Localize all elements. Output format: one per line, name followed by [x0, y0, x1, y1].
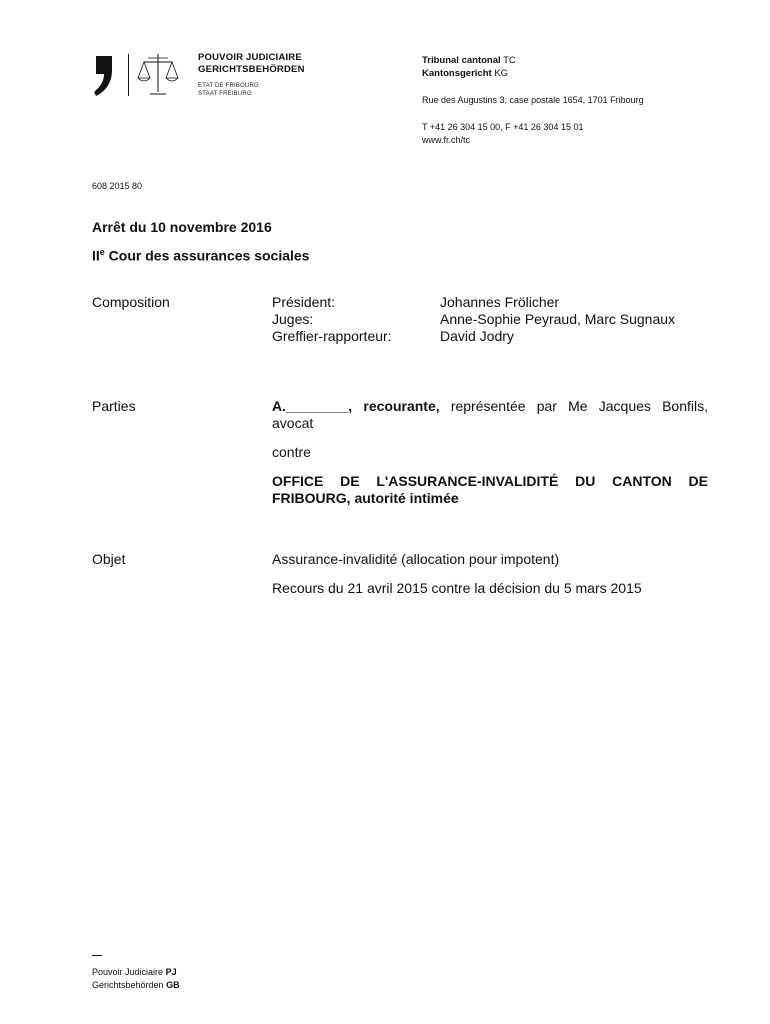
objet-label: Objet: [92, 551, 126, 567]
footer-pj-abbr: PJ: [165, 967, 177, 977]
appellant-name: A.________,: [272, 398, 353, 414]
tribunal-abbr: TC: [503, 55, 516, 66]
phone-fax: T +41 26 304 15 00, F +41 26 304 15 01: [422, 122, 584, 132]
composition-table: [272, 294, 675, 345]
objet-appeal: Recours du 21 avril 2015 contre la décision du 5 mars 2015: [272, 580, 642, 596]
parties-label: Parties: [92, 398, 136, 414]
footer-pj-text: Pouvoir Judiciaire: [92, 967, 164, 977]
objet-block: [272, 551, 642, 597]
org-title-line-1: POUVOIR JUDICIAIRE: [198, 52, 302, 63]
composition-label: Composition: [92, 294, 170, 310]
website-link[interactable]: www.fr.ch/tc: [422, 135, 471, 145]
appellant-role: recourante,: [363, 398, 440, 414]
org-sub-line-1: ETAT DE FRIBOURG: [198, 83, 259, 89]
kantonsgericht-bold: Kantonsgericht: [422, 68, 492, 79]
appellant-representative-cont: avocat: [272, 415, 314, 431]
kantonsgericht-abbr: KG: [494, 68, 509, 79]
judgment-title: Arrêt du 10 novembre 2016: [92, 219, 272, 235]
composition-member: Johannes Frölicher: [440, 294, 560, 310]
court-sup: e: [99, 247, 105, 257]
case-number: 608 2015 80: [92, 181, 143, 191]
appellant-representative: représentée par Me Jacques Bonfils,: [450, 398, 709, 414]
footer-dash: [92, 955, 102, 956]
composition-row: [272, 311, 675, 328]
org-title: [198, 52, 305, 76]
objet-subject: Assurance-invalidité (allocation pour impotent): [272, 551, 560, 567]
court-name: [92, 247, 309, 264]
composition-role: Greffier-rapporteur:: [272, 328, 392, 344]
appellant-line: [272, 398, 708, 415]
respondent-line-1: OFFICE DE L'ASSURANCE-INVALIDITÉ DU CANTON DE: [272, 473, 708, 489]
composition-member: Anne-Sophie Peyraud, Marc Sugnaux: [440, 311, 676, 327]
parties-block: [272, 398, 708, 507]
footer-gb-abbr: GB: [166, 980, 180, 990]
org-subtitle: [198, 82, 259, 98]
versus-text: contre: [272, 444, 311, 460]
respondent-role: , autorité intimée: [346, 490, 459, 506]
footer-line-1: [92, 966, 180, 979]
fribourg-justice-logo-icon: [92, 52, 182, 98]
composition-role: Juges:: [272, 311, 314, 327]
composition-member: David Jodry: [440, 328, 514, 344]
org-sub-line-2: STAAT FREIBURG: [198, 91, 252, 97]
org-title-line-2: GERICHTSBEHÖRDEN: [198, 64, 305, 75]
court-prefix: II: [92, 247, 100, 264]
composition-row: [272, 294, 675, 311]
tribunal-name-block: [422, 54, 516, 80]
footer: [92, 966, 180, 992]
composition-row: [272, 328, 675, 345]
respondent-line-2: [272, 490, 708, 507]
court-address: Rue des Augustins 3, case postale 1654, 1701 Fribourg: [422, 95, 644, 105]
footer-line-2: [92, 979, 180, 992]
court-contact: [422, 121, 583, 147]
composition-role: Président:: [272, 294, 336, 310]
footer-gb-text: Gerichtsbehörden: [92, 980, 164, 990]
court-rest: Cour des assurances sociales: [104, 247, 310, 264]
tribunal-bold: Tribunal cantonal: [422, 55, 501, 66]
respondent-name-end: FRIBOURG: [272, 490, 347, 506]
